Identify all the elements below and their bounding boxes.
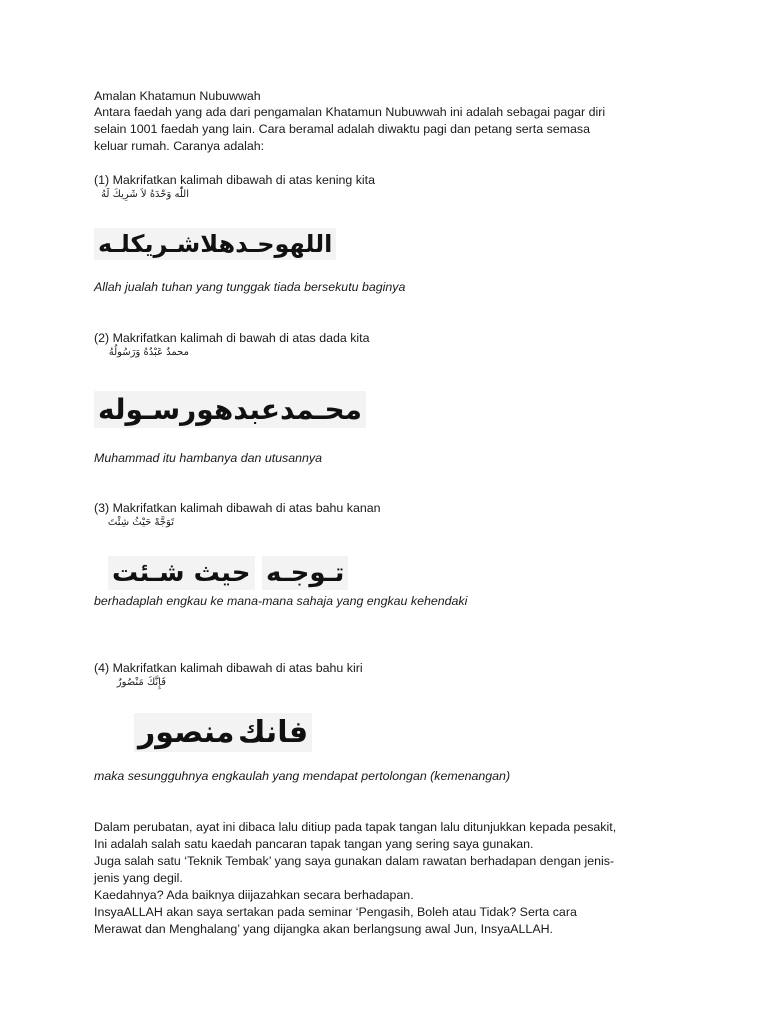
section-3-arabic-text: تَوَجَّهْ حَيْثُ شِئْتَ: [107, 517, 174, 528]
closing-line-1: Dalam perubatan, ayat ini dibaca lalu ditiup pada tapak tangan lalu ditunjukkan kepada pesakit,: [94, 820, 617, 834]
section-1-arabic-text: اللّٰه وَحْدَهُ لاَ شَرِيكَ لَهُ: [101, 189, 189, 200]
closing-line-4: jenis yang degil.: [94, 871, 183, 885]
section-3-arabic-calligraphy-right: تـوجـه: [262, 556, 348, 590]
section-2-arabic-calligraphy: محـمدعبدهورسـوله: [94, 391, 366, 428]
closing-line-3: Juga salah satu ‘Teknik Tembak’ yang saya gunakan dalam rawatan berhadapan dengan jenis-: [94, 854, 615, 868]
section-4-heading: (4) Makrifatkan kalimah dibawah di atas bahu kiri: [94, 661, 363, 675]
section-3-arabic-calligraphy-left: حيث شـئت: [108, 556, 255, 590]
section-3-heading: (3) Makrifatkan kalimah dibawah di atas bahu kanan: [94, 501, 381, 515]
section-3-meaning: berhadaplah engkau ke mana-mana sahaja yang engkau kehendaki: [94, 594, 468, 608]
section-2-meaning: Muhammad itu hambanya dan utusannya: [94, 451, 322, 465]
section-2-heading: (2) Makrifatkan kalimah di bawah di atas dada kita: [94, 331, 370, 345]
closing-line-7: Merawat dan Menghalang’ yang dijangka akan berlangsung awal Jun, InsyaALLAH.: [94, 922, 553, 936]
section-4-meaning: maka sesungguhnya engkaulah yang mendapat pertolongan (kemenangan): [94, 769, 511, 783]
section-4-arabic-calligraphy-right: فانك: [234, 713, 312, 752]
section-2-arabic-text: محمدٌ عَبْدُهُ وَرَسُولُهُ: [108, 347, 189, 358]
closing-line-2: Ini adalah salah satu kaedah pancaran tapak tangan yang sering saya gunakan.: [94, 837, 534, 851]
section-4-arabic-text: فَإِنَّكَ مَنْصُورٌ: [116, 677, 166, 688]
section-1-heading: (1) Makrifatkan kalimah dibawah di atas kening kita: [94, 173, 375, 187]
intro-line-1: Antara faedah yang ada dari pengamalan Khatamun Nubuwwah ini adalah sebagai pagar diri: [94, 105, 606, 119]
section-4-arabic-calligraphy-left: منصور: [134, 713, 238, 752]
section-1-arabic-calligraphy: اللهوحـدهلاشـريكلـه: [94, 228, 336, 260]
intro-line-2: selain 1001 faedah yang lain. Cara beramal adalah diwaktu pagi dan petang serta semasa: [94, 122, 590, 136]
closing-line-5: Kaedahnya? Ada baiknya diijazahkan secara berhadapan.: [94, 888, 414, 902]
document-title: Amalan Khatamun Nubuwwah: [94, 89, 261, 103]
section-1-meaning: Allah jualah tuhan yang tunggak tiada bersekutu baginya: [94, 280, 406, 294]
closing-line-6: InsyaALLAH akan saya sertakan pada seminar ‘Pengasih, Boleh atau Tidak? Serta cara: [94, 905, 577, 919]
intro-line-3: keluar rumah. Caranya adalah:: [94, 139, 265, 153]
